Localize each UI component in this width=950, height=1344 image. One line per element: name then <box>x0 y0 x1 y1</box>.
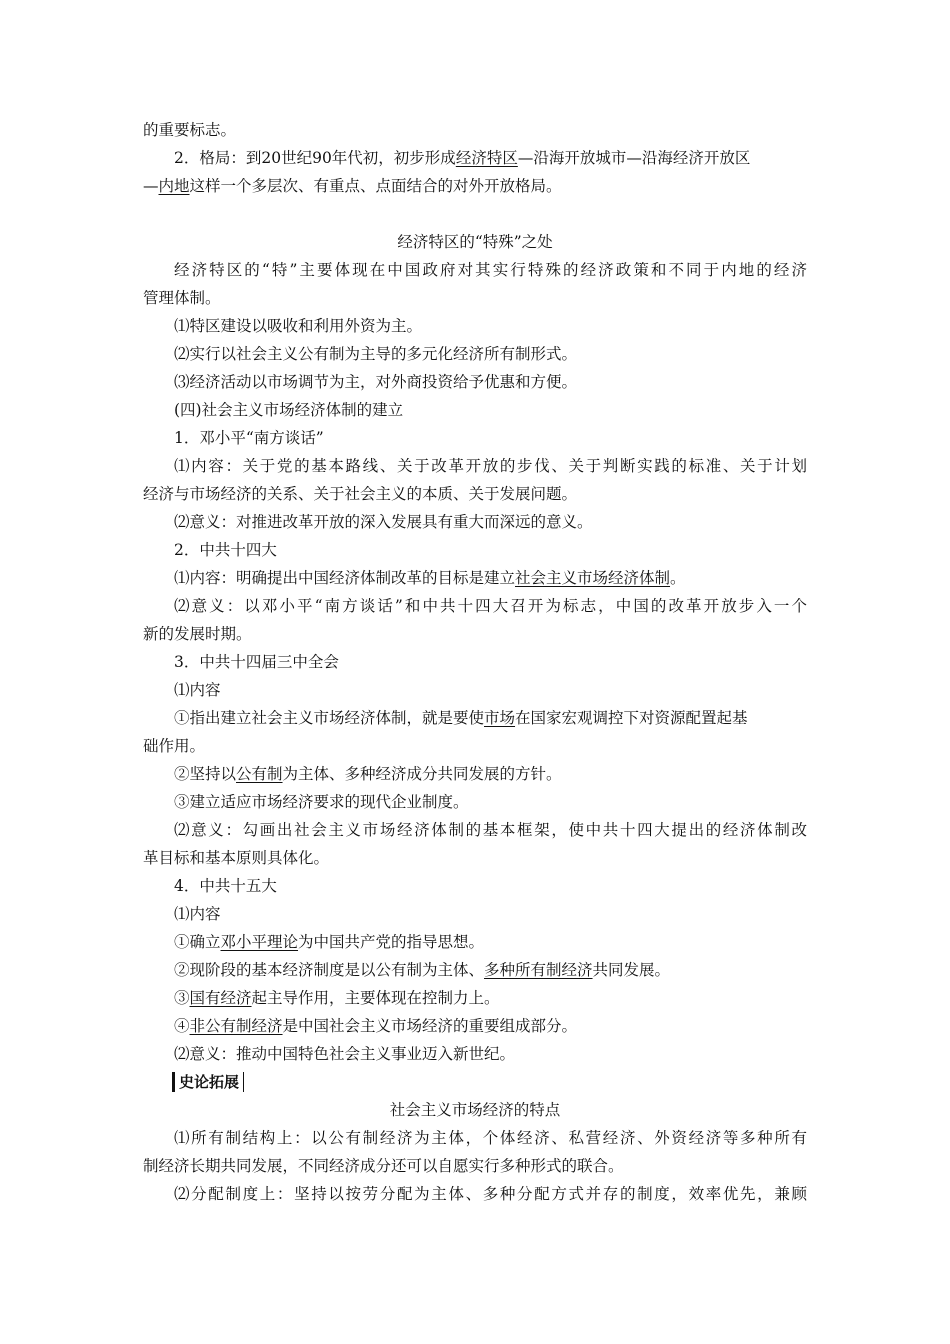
text-line: ⑴内容：关于党的基本路线、关于改革开放的步伐、关于判断实践的标准、关于计划 <box>174 457 807 475</box>
text-line: 经济与市场经济的关系、关于社会主义的本质、关于发展问题。 <box>143 485 578 503</box>
underlined-term: 社会主义市场经济体制 <box>515 569 671 587</box>
text-line: ⑵意义：以邓小平“南方谈话”和中共十四大召开为标志，中国的改革开放步入一个 <box>174 597 807 615</box>
text-line: 革目标和基本原则具体化。 <box>143 849 330 867</box>
underlined-term: 国有经济 <box>189 989 252 1007</box>
text-line: ⑴内容 <box>174 681 221 699</box>
text-line: ⑴所有制结构上：以公有制经济为主体，个体经济、私营经济、外资经济等多种所有 <box>174 1129 807 1147</box>
underlined-term: 多种所有制经济 <box>484 961 593 979</box>
text-line: ⑵意义：推动中国特色社会主义事业迈入新世纪。 <box>174 1045 516 1063</box>
sub-title: 社会主义市场经济的特点 <box>389 1101 561 1119</box>
text-line: ④非公有制经济是中国社会主义市场经济的重要组成部分。 <box>174 1017 578 1035</box>
section-tag-row <box>143 1068 807 1096</box>
text-line: ⑴特区建设以吸收和利用外资为主。 <box>174 317 423 335</box>
section-tag: 史论拓展 <box>172 1072 244 1092</box>
text-line: ②现阶段的基本经济制度是以公有制为主体、多种所有制经济共同发展。 <box>174 961 671 979</box>
document-page <box>143 116 807 1208</box>
text-line: ⑴内容：明确提出中国经济体制改革的目标是建立社会主义市场经济体制。 <box>174 569 686 587</box>
text-line: ⑴内容 <box>174 905 221 923</box>
underlined-term: 经济特区 <box>455 149 518 167</box>
text-line: 的重要标志。 <box>143 121 237 139</box>
text-line: 2．格局：到20世纪90年代初，初步形成经济特区—沿海开放城市—沿海经济开放区 <box>174 149 751 167</box>
text-line: ③国有经济起主导作用，主要体现在控制力上。 <box>174 989 500 1007</box>
text-line: ①确立邓小平理论为中国共产党的指导思想。 <box>174 933 485 951</box>
text-line: ⑵分配制度上：坚持以按劳分配为主体、多种分配方式并存的制度，效率优先，兼顾 <box>174 1185 807 1203</box>
box-title: 经济特区的“特殊”之处 <box>397 233 553 251</box>
text-line: ②坚持以公有制为主体、多种经济成分共同发展的方针。 <box>174 765 562 783</box>
section-heading: (四)社会主义市场经济体制的建立 <box>174 401 404 419</box>
subsection-heading: 1．邓小平“南方谈话” <box>174 429 324 447</box>
text-line: 新的发展时期。 <box>143 625 252 643</box>
underlined-term: 公有制 <box>236 765 283 783</box>
underlined-term: 内地 <box>158 177 190 195</box>
subsection-heading: 3．中共十四届三中全会 <box>174 653 339 671</box>
underlined-term: 非公有制经济 <box>189 1017 283 1035</box>
subsection-heading: 4．中共十五大 <box>174 877 277 895</box>
text-line: ⑶经济活动以市场调节为主，对外商投资给予优惠和方便。 <box>174 373 578 391</box>
underlined-term: 市场 <box>484 709 516 727</box>
text-line: ③建立适应市场经济要求的现代企业制度。 <box>174 793 469 811</box>
text-line: ⑵意义：勾画出社会主义市场经济体制的基本框架，使中共十四大提出的经济体制改 <box>174 821 807 839</box>
text-line: 经济特区的“特”主要体现在中国政府对其实行特殊的经济政策和不同于内地的经济 <box>174 261 807 279</box>
text-line: ⑵实行以社会主义公有制为主导的多元化经济所有制形式。 <box>174 345 578 363</box>
text-line: 础作用。 <box>143 737 206 755</box>
text-line: 制经济长期共同发展，不同经济成分还可以自愿实行多种形式的联合。 <box>143 1157 624 1175</box>
text-line: ①指出建立社会主义市场经济体制，就是要使市场在国家宏观调控下对资源配置起基 <box>174 709 748 727</box>
underlined-term: 邓小平理论 <box>220 933 299 951</box>
text-line: ⑵意义：对推进改革开放的深入发展具有重大而深远的意义。 <box>174 513 593 531</box>
text-line: 管理体制。 <box>143 289 221 307</box>
subsection-heading: 2．中共十四大 <box>174 541 277 559</box>
text-line: —内地这样一个多层次、有重点、点面结合的对外开放格局。 <box>143 177 562 195</box>
